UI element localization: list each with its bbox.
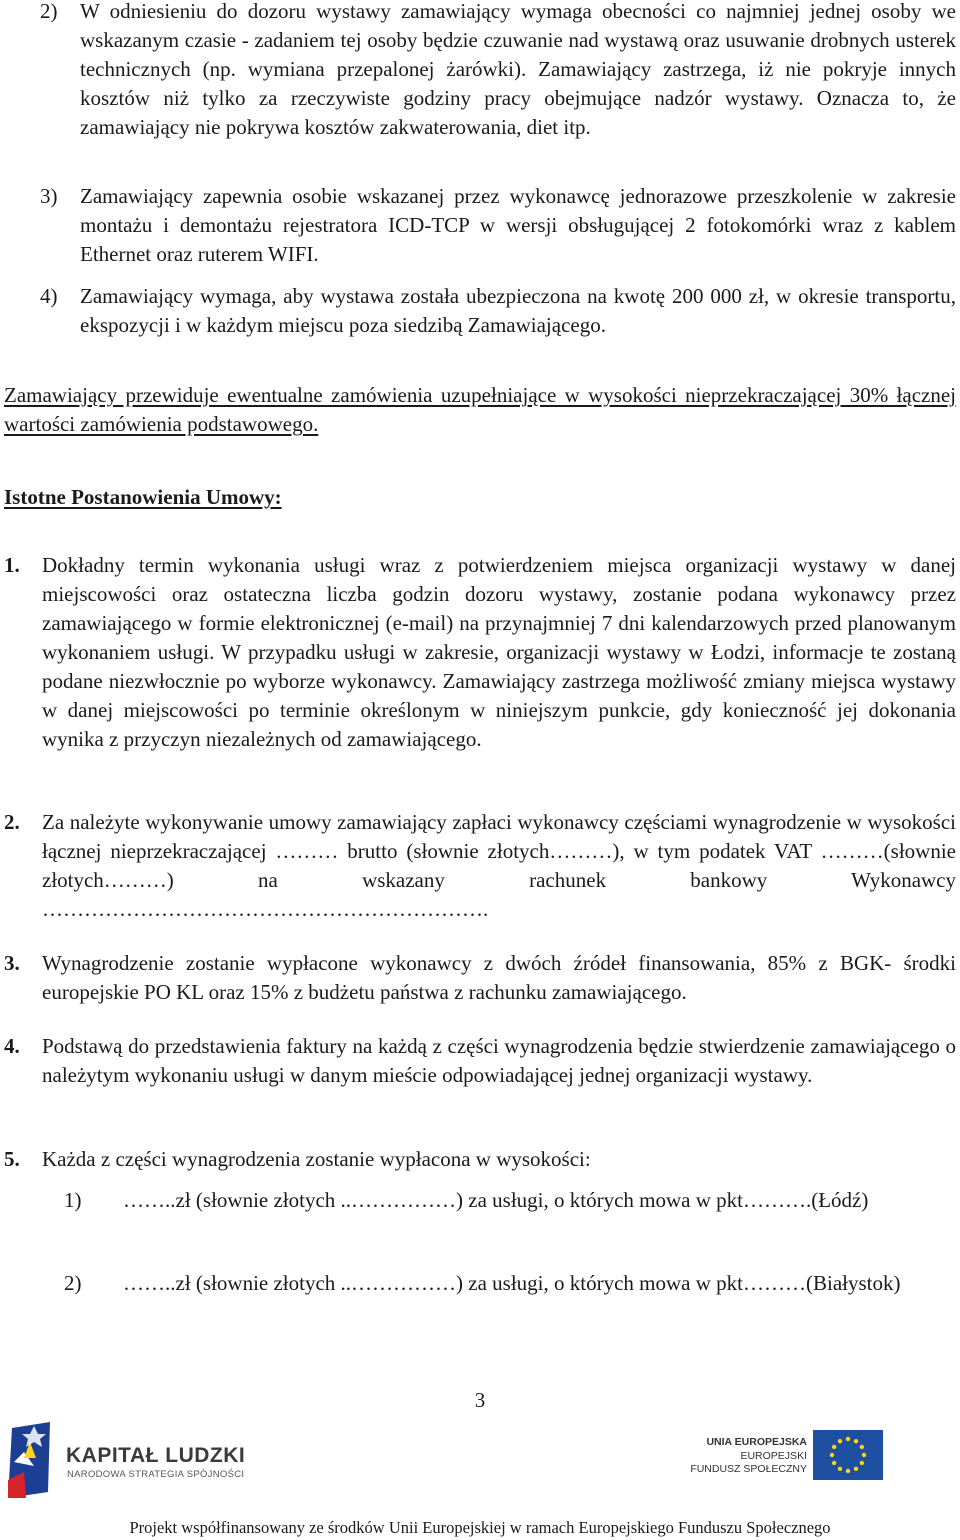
item-number: 2) xyxy=(40,0,58,23)
eu-star-icon xyxy=(838,1439,842,1443)
supplementary-orders-note: Zamawiający przewiduje ewentualne zamówienia uzupełniające w wysokości nieprzekraczającej 30% łącznej wartości zamówienia podstawowego. xyxy=(4,383,956,436)
eu-star-icon xyxy=(846,1437,850,1441)
contract-item-number: 5. xyxy=(4,1147,20,1171)
eu-flag-icon xyxy=(813,1430,883,1480)
contract-item-4: Podstawą do przedstawienia faktury na każdą z części wynagrodzenia będzie stwierdzenie zamawiającego o należytym wykonaniu usługi w danym mieście odpowiadającej jednej organizacji wystawy. xyxy=(42,1034,956,1087)
eu-star-icon xyxy=(838,1467,842,1471)
page-number: 3 xyxy=(474,1388,486,1412)
paragraph-item-3: Zamawiający zapewnia osobie wskazanej przez wykonawcę jednorazowe przeszkolenie w zakresie montażu i demontażu rejestratora ICD-TCP w wersji obsługującej 2 fotokomórki wraz z kablem Ethernet oraz ruterem WIFI. xyxy=(80,184,956,266)
contract-item-number: 3. xyxy=(4,951,20,975)
contract-item-5: Każda z części wynagrodzenia zostanie wypłacona w wysokości: xyxy=(42,1147,591,1171)
section-heading: Istotne Postanowienia Umowy: xyxy=(4,485,282,509)
item-number: 3) xyxy=(40,184,58,208)
contract-item-1: Dokładny termin wykonania usługi wraz z potwierdzeniem miejsca organizacji wystawy w danej miejscowości oraz ostateczna liczba godzin dozoru wystawy, zostanie podana wykonawcy przez zamawiającego w formie elektronicznej (e-mail) na przynajmniej 7 dni kalendarzowych przed planowanym wykonaniem usługi. W przypadku usługi w zakresie, organizacji wystawy w Łodzi, informacje te zostaną podane niezwłocznie po wyborze wykonawcy. Zamawiający zastrzega możliwość zmiany miejsca wystawy w danej miejscowości po terminie określonym w niniejszym punkcie, gdy konieczność jej dokonania wynika z przyczyn niezależnych od zamawiającego. xyxy=(42,553,956,751)
payment-part-1: ……..zł (słownie złotych ..……………) za usługi, o których mowa w pkt……….(Łódź) xyxy=(123,1188,869,1212)
eu-star-icon xyxy=(860,1445,864,1449)
paragraph-item-4: Zamawiający wymaga, aby wystawa została ubezpieczona na kwotę 200 000 zł, w okresie transportu, ekspozycji i w każdym miejscu poza siedzibą Zamawiającego. xyxy=(80,284,956,337)
payment-part-number: 2) xyxy=(64,1271,82,1295)
logo-subtitle: NARODOWA STRATEGIA SPÓJNOŚCI xyxy=(67,1469,245,1480)
eu-star-icon xyxy=(860,1461,864,1465)
eu-star-icon xyxy=(846,1469,850,1473)
eu-line3: FUNDUSZ SPOŁECZNY xyxy=(690,1463,807,1475)
contract-item-2: Za należyte wykonywanie umowy zamawiający zapłaci wykonawcy częściami wynagrodzenie w wysokości łącznej nieprzekraczającej ……… brutto (słownie złotych………), w tym podatek VAT ………(słownie złotych………) na wskazany rachunek bankowy Wykonawcy ………………………………………………………. xyxy=(42,810,956,921)
eu-line1: UNIA EUROPEJSKA xyxy=(706,1436,807,1448)
eu-star-icon xyxy=(832,1461,836,1465)
contract-item-number: 4. xyxy=(4,1034,20,1058)
eu-star-icon xyxy=(830,1453,834,1457)
eu-star-icon xyxy=(832,1445,836,1449)
paragraph-item-2: W odniesieniu do dozoru wystawy zamawiający wymaga obecności co najmniej jednej osoby we wskazanym czasie - zadaniem tej osoby będzie czuwanie nad wystawą oraz usuwanie drobnych usterek technicznych (np. wymiana przepalonej żarówki). Zamawiający zastrzega, iż nie pokryje innych kosztów niż tylko za rzeczywiste godziny pracy obejmujące nadzór wystawy. Oznacza to, że zamawiający nie pokrywa kosztów zakwaterowania, diet itp. xyxy=(80,0,956,139)
eu-star-icon xyxy=(854,1439,858,1443)
contract-item-number: 2. xyxy=(4,810,20,834)
contract-item-number: 1. xyxy=(4,553,20,577)
item-number: 4) xyxy=(40,284,58,308)
logo-title: KAPITAŁ LUDZKI xyxy=(66,1444,246,1467)
kapital-ludzki-logo xyxy=(4,1422,244,1502)
eu-logo xyxy=(690,1428,895,1488)
contract-item-3: Wynagrodzenie zostanie wypłacone wykonawcy z dwóch źródeł finansowania, 85% z BGK- środki europejskie PO KL oraz 15% z budżetu państwa z rachunku zamawiającego. xyxy=(42,951,956,1004)
payment-part-2: ……..zł (słownie złotych ..……………) za usługi, o których mowa w pkt………(Białystok) xyxy=(123,1271,901,1295)
eu-star-icon xyxy=(854,1467,858,1471)
footer-cofinancing-note: Projekt współfinansowany ze środków Unii Europejskiej w ramach Europejskiego Funduszu Społecznego xyxy=(129,1518,831,1537)
eu-star-icon xyxy=(862,1453,866,1457)
eu-line2: EUROPEJSKI xyxy=(740,1450,807,1462)
payment-part-number: 1) xyxy=(64,1188,82,1212)
